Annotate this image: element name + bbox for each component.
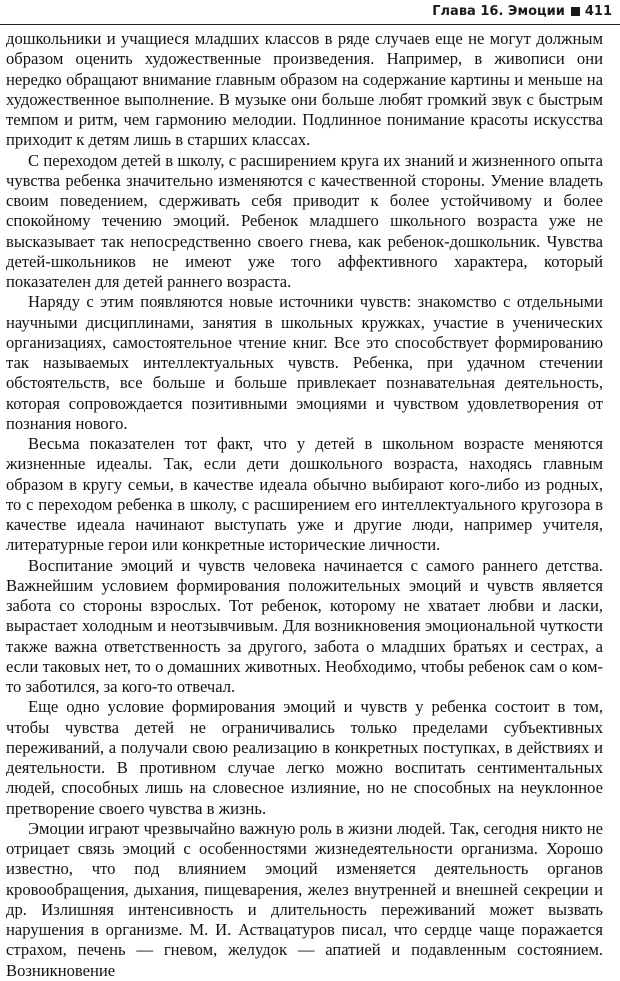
page-body: [6, 29, 603, 981]
paragraph: дошкольники и учащиеся младших классов в ряде случаев еще не могут должным образом оценить художественные произведения. Например, в живописи они нередко обращают внимание главным образом на содержание картины и меньше на художественное выполнение. В музыке они больше любят громкий звук с быстрым темпом и ритм, чем гармонию мелодии. Подлинное понимание красоты искусства приходит к детям лишь в старших классах.: [6, 29, 603, 150]
paragraph: Воспитание эмоций и чувств человека начинается с самого раннего детства. Важнейшим условием формирования положительных эмоций и чувств является забота со стороны взрослых. Тот ребенок, которому не хватает любви и ласки, вырастает холодным и неотзывчивым. Для возникновения эмоциональной чуткости также важна ответственность за другого, забота о младших братьях и сестрах, а если таковых нет, то о домашних животных. Необходимо, чтобы ребенок сам о ком-то заботился, за кого-то отвечал.: [6, 555, 603, 696]
paragraph: С переходом детей в школу, с расширением круга их знаний и жизненного опыта чувства ребенка значительно изменяются с качественной стороны. Умение владеть своим поведением, сдерживать себя приводит к более устойчивому и более спокойному течению эмоций. Ребенок младшего школьного возраста уже не высказывает так непосредственно своего гнева, как ребенок-дошкольник. Чувства детей-школьников не имеют уже того аффективного характера, который показателен для детей раннего возраста.: [6, 150, 603, 291]
paragraph: Наряду с этим появляются новые источники чувств: знакомство с отдельными научными дисциплинами, занятия в школьных кружках, участие в ученических организациях, самостоятельное чтение книг. Все это способствует формированию так называемых интеллектуальных чувств. Ребенка, при удачном стечении обстоятельств, все больше и больше привлекает познавательная деятельность, которая сопровождается позитивными эмоциями и чувством удовлетворения от познания нового.: [6, 292, 603, 433]
paragraph: Весьма показателен тот факт, что у детей в школьном возрасте меняются жизненные идеалы. Так, если дети дошкольного возраста, находясь главным образом в кругу семьи, в качестве идеала обычно выбирают кого-либо из родных, то с переходом ребенка в школу, с расширением его интеллектуального кругозора в качестве идеала начинают выступать уже и другие люди, например учителя, литературные герои или конкретные исторические личности.: [6, 434, 603, 555]
header-rule: [0, 24, 620, 25]
paragraph: Эмоции играют чрезвычайно важную роль в жизни людей. Так, сегодня никто не отрицает связь эмоций с особенностями жизнедеятельности организма. Хорошо известно, что под влиянием эмоций изменяется деятельность органов кровообращения, дыхания, пищеварения, желез внутренней и внешней секреции и др. Излишняя интенсивность и длительность переживаний может вызвать нарушения в организме. М. И. Аствацатуров писал, что сердце чаще поражается страхом, печень — гневом, желудок — апатией и подавленным состоянием. Возникновение: [6, 818, 603, 980]
page-number: 411: [584, 3, 612, 19]
chapter-title: Глава 16. Эмоции: [432, 3, 565, 19]
square-bullet-icon: [571, 7, 580, 16]
paragraph: Еще одно условие формирования эмоций и чувств у ребенка состоит в том, чтобы чувства детей не ограничивались только пределами субъективных переживаний, а получали свою реализацию в конкретных поступках, в действиях и деятельности. В противном случае легко можно воспитать сентиментальных людей, способных лишь на словесное излияние, но не способных на неуклонное претворение своего чувства в жизнь.: [6, 697, 603, 818]
running-header: [400, 0, 612, 22]
